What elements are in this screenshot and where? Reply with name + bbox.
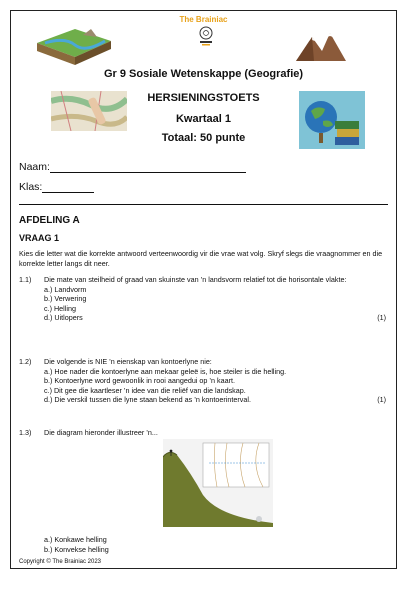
option: b.) Verwering: [44, 294, 87, 303]
name-label: Naam:: [19, 161, 50, 173]
question-number: 1.3): [19, 428, 32, 437]
question-1-2: [19, 357, 386, 405]
option: a.) Landvorm: [44, 284, 87, 294]
question-text: Die diagram hieronder illustreer ’n...: [44, 428, 158, 437]
total-marks: Totaal: 50 punte: [161, 132, 246, 144]
option: a.) Hoe nader die kontoerlyne aan mekaar geleë is, hoe steiler is die helling.: [44, 366, 287, 376]
option-with-marks: [44, 395, 386, 405]
worksheet-page: [10, 10, 397, 569]
marks: (1): [377, 313, 386, 322]
question-text: Die volgende is NIE ’n eienskap van kontoerlyne nie:: [44, 357, 212, 366]
brand-logo: [197, 25, 215, 47]
class-label: Klas:: [19, 181, 43, 193]
instructions: Kies die letter wat die korrekte antwoord verteenwoordig vir die vrae wat volg. Skryf slegs die vraagnommer en die korrekte letter langs dit neer.: [19, 249, 383, 268]
question-number: 1.2): [19, 357, 32, 366]
section-title: AFDELING A: [19, 215, 80, 226]
divider: [19, 204, 388, 205]
landscape-illustration: [35, 25, 113, 67]
test-subtitle: HERSIENINGSTOETS: [147, 92, 260, 104]
slope-diagram: [163, 439, 273, 527]
question-text: Die mate van steilheid of graad van skuinste van ’n landsvorm relatief tot die horisontale vlakte:: [44, 275, 347, 284]
question-number: 1.1): [19, 275, 32, 284]
brand-name: The Brainiac: [179, 15, 228, 24]
option-with-marks: [44, 313, 386, 323]
question-1-3: [19, 428, 386, 438]
question-1-3-options: [19, 535, 386, 554]
page-title: Gr 9 Sosiale Wetenskappe (Geografie): [103, 68, 304, 80]
option: a.) Konkawe helling: [44, 535, 107, 544]
class-line[interactable]: [42, 181, 94, 193]
marks: (1): [377, 395, 386, 404]
option: d.) Die verskil tussen die lyne staan bekend as ’n kontoerinterval.: [44, 395, 251, 404]
class-field[interactable]: [19, 181, 94, 193]
option: d.) Uitlopers: [44, 313, 83, 322]
option: b.) Konvekse helling: [44, 544, 109, 554]
mountains-illustration: [296, 29, 346, 63]
name-line[interactable]: [50, 161, 246, 173]
question-title: VRAAG 1: [19, 233, 60, 243]
copyright: Copyright © The Brainiac 2023: [19, 559, 102, 565]
option: c.) Helling: [44, 303, 76, 313]
name-field[interactable]: [19, 161, 246, 173]
option: c.) Dit gee die kaartleser ’n idee van die reliëf van die landskap.: [44, 385, 246, 395]
quarter-label: Kwartaal 1: [175, 113, 232, 125]
option: b.) Kontoerlyne word gewoonlik in rooi aangedui op ’n kaart.: [44, 376, 235, 385]
question-1-1: [19, 275, 386, 323]
